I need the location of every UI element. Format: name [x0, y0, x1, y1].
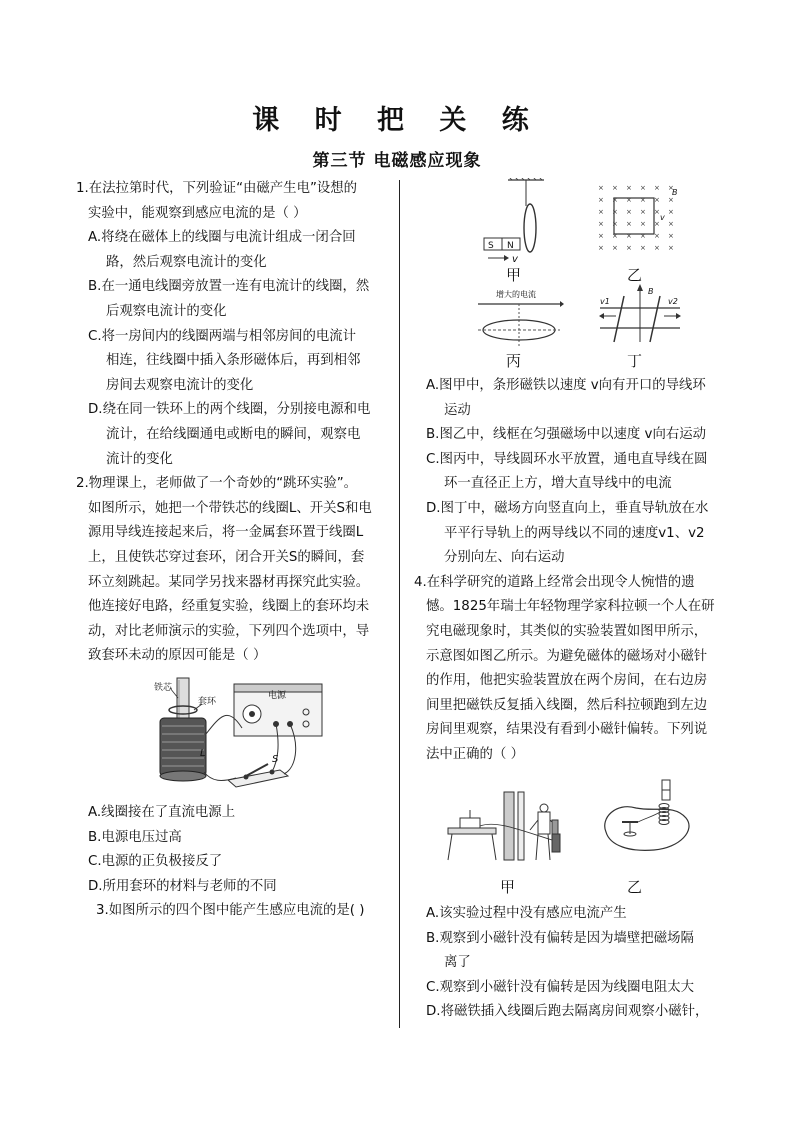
text-line: 实验中，能观察到感应电流的是（ ）	[88, 205, 307, 221]
magnetic-field-mark: ×	[626, 244, 632, 252]
text-line: C.将一房间内的线圈两端与相邻房间的电流计	[88, 328, 357, 344]
field-b-label: B	[672, 188, 678, 197]
magnetic-field-mark: ×	[640, 184, 646, 192]
magnetic-field-mark: ×	[668, 232, 674, 240]
text-line: C.图丙中，导线圆环水平放置，通电直导线在圆	[426, 451, 708, 467]
q4-caption-jia: 甲	[500, 878, 516, 896]
switch-label: S	[272, 754, 279, 765]
current-label: 增大的电流	[496, 290, 536, 299]
section-title: 第三节 电磁感应现象	[312, 151, 482, 171]
text-line: D.图丁中，磁场方向竖直向上，垂直导轨放在水	[426, 500, 709, 516]
caption-jia: 甲	[506, 266, 522, 284]
text-line: 究电磁现象时，其类似的实验装置如图甲所示，	[426, 623, 708, 639]
v2-label: v2	[668, 297, 678, 306]
text-line: 他连接好电路，经重复实验，线圈上的套环均未	[88, 599, 370, 615]
q4-figure-jia-apparatus	[440, 790, 580, 862]
caption-yi: 乙	[627, 266, 643, 284]
caption-ding: 丁	[627, 352, 643, 370]
text-line: 致套环未动的原因可能是（ ）	[88, 648, 267, 664]
text-line: 憾。1825年瑞士年轻物理学家科拉顿一个人在研	[426, 599, 715, 615]
q4-caption-yi: 乙	[627, 878, 643, 896]
text-line: 后观察电流计的变化	[106, 303, 227, 319]
text-line: B.电源电压过高	[88, 829, 182, 845]
text-line: C.观察到小磁针没有偏转是因为线圈电阻太大	[426, 979, 695, 995]
text-line: 源用导线连接起来后，将一金属套环置于线圈L	[88, 525, 364, 541]
text-line: 示意图如图乙所示。为避免磁体的磁场对小磁针	[426, 648, 708, 664]
q3-figure-yi	[592, 182, 684, 258]
text-line: 2.物理课上，老师做了一个奇妙的“跳环实验”。	[76, 476, 358, 492]
text-line: A.线圈接在了直流电源上	[88, 805, 236, 820]
q4-figure-yi-schematic	[596, 778, 706, 862]
text-line: 1.在法拉第时代，下列验证“由磁产生电”设想的	[76, 181, 358, 196]
text-line: 4.在科学研究的道路上经常会出现令人惋惜的遗	[414, 574, 695, 590]
q3-figure-jia	[478, 178, 558, 264]
text-line: B.观察到小磁针没有偏转是因为墙壁把磁场隔	[426, 930, 694, 946]
magnetic-field-mark: ×	[640, 244, 646, 252]
core-label: 铁芯	[154, 683, 173, 693]
magnetic-field-mark: ×	[668, 220, 674, 228]
magnetic-field-mark: ×	[598, 244, 604, 252]
text-line: C.电源的正负极接反了	[88, 854, 223, 870]
magnetic-field-mark: ×	[598, 220, 604, 228]
text-line: 房间里观察，结果没有看到小磁针偏转。下列说	[426, 722, 708, 738]
magnetic-field-mark: ×	[612, 244, 618, 252]
text-line: A.该实验过程中没有感应电流产生	[426, 906, 627, 921]
coil-label: L	[200, 748, 206, 759]
magnetic-field-mark: ×	[654, 196, 660, 204]
magnetic-field-mark: ×	[626, 196, 632, 204]
magnetic-field-mark: ×	[640, 196, 646, 204]
magnetic-field-mark: ×	[626, 208, 632, 216]
text-line: 路，然后观察电流计的变化	[106, 254, 267, 270]
magnet-n-label: N	[507, 241, 514, 251]
text-line: 如图所示，她把一个带铁芯的线圈L、开关S和电	[88, 500, 372, 516]
text-line: A.将绕在磁体上的线圈与电流计组成一闭合回	[88, 230, 356, 246]
magnet-s-label: S	[488, 241, 494, 251]
text-line: 相连，往线圈中插入条形磁体后，再到相邻	[106, 353, 361, 369]
text-line: A.图甲中，条形磁铁以速度 v向有开口的导线环	[426, 378, 706, 393]
left-column-lower	[76, 801, 365, 924]
magnetic-field-mark: ×	[654, 244, 660, 252]
text-line: 流计，在给线圈通电或断电的瞬间，观察电	[106, 426, 361, 442]
text-line: D.所用套环的材料与老师的不同	[88, 878, 277, 894]
velocity-label: v	[512, 254, 518, 264]
supply-label: 电源	[268, 691, 287, 701]
magnetic-field-mark: ×	[626, 220, 632, 228]
text-line: 流计的变化	[106, 451, 173, 467]
magnetic-field-mark: ×	[640, 232, 646, 240]
text-line: D.将磁铁插入线圈后跑去隔离房间观察小磁针，	[426, 1004, 709, 1020]
magnetic-field-mark: ×	[612, 220, 618, 228]
q3-figure-ding	[596, 282, 690, 352]
magnetic-field-mark: ×	[654, 208, 660, 216]
q3-figure-bing	[474, 286, 564, 350]
text-line: 分别向左、向右运动	[444, 550, 565, 566]
magnetic-field-mark: ×	[668, 208, 674, 216]
v1-label: v1	[600, 297, 610, 306]
magnetic-field-mark: ×	[612, 232, 618, 240]
magnetic-field-mark: ×	[654, 220, 660, 228]
text-line: B.在一通电线圈旁放置一连有电流计的线圈，然	[88, 279, 370, 295]
text-line: 离了	[444, 955, 471, 971]
text-line: D.绕在同一铁环上的两个线圈，分别接电源和电	[88, 402, 371, 418]
text-line: 间里把磁铁反复插入线圈，然后科拉顿跑到左边	[426, 697, 708, 713]
magnetic-field-mark: ×	[612, 208, 618, 216]
magnetic-field-mark: ×	[598, 196, 604, 204]
magnetic-field-mark: ×	[668, 244, 674, 252]
magnetic-field-mark: ×	[654, 232, 660, 240]
ding-b-label: B	[648, 287, 654, 296]
left-column-upper	[76, 177, 372, 669]
text-line: B.图乙中，线框在匀强磁场中以速度 v向右运动	[426, 427, 707, 443]
frame-velocity-label: v	[660, 213, 665, 222]
magnetic-field-mark: ×	[668, 184, 674, 192]
right-column-lower	[414, 902, 708, 1025]
text-line: 环一直径正上方，增大直导线中的电流	[444, 476, 672, 492]
ring-label: 套环	[198, 697, 217, 707]
text-line: 法中正确的（ ）	[426, 746, 524, 762]
magnetic-field-mark: ×	[640, 220, 646, 228]
text-line: 运动	[444, 402, 471, 418]
jumping-ring-apparatus-figure	[150, 676, 330, 794]
text-line: 平平行导轨上的两导线以不同的速度v1、v2	[444, 525, 705, 541]
column-divider	[399, 180, 400, 1028]
magnetic-field-mark: ×	[640, 208, 646, 216]
magnetic-field-mark: ×	[612, 196, 618, 204]
text-line: 上，且使铁芯穿过套环，闭合开关S的瞬间，套	[88, 549, 365, 565]
text-line: 房间去观察电流计的变化	[106, 377, 254, 393]
magnetic-field-mark: ×	[654, 184, 660, 192]
magnetic-field-mark: ×	[598, 208, 604, 216]
text-line: 3.如图所示的四个图中能产生感应电流的是( )	[96, 903, 365, 919]
magnetic-field-mark: ×	[626, 184, 632, 192]
magnetic-field-mark: ×	[598, 232, 604, 240]
text-line: 动，对比老师演示的实验，下列四个选项中，导	[88, 623, 370, 639]
text-line: 环立刻跳起。某同学另找来器材再探究此实验。	[88, 574, 370, 590]
magnetic-field-mark: ×	[598, 184, 604, 192]
magnetic-field-mark: ×	[626, 232, 632, 240]
magnetic-field-mark: ×	[668, 196, 674, 204]
right-column-upper	[414, 374, 715, 768]
caption-bing: 丙	[506, 352, 522, 370]
page-title: 课 时 把 关 练	[252, 105, 542, 136]
text-line: 的作用，他把实验装置放在两个房间，在右边房	[426, 673, 708, 689]
magnetic-field-mark: ×	[612, 184, 618, 192]
